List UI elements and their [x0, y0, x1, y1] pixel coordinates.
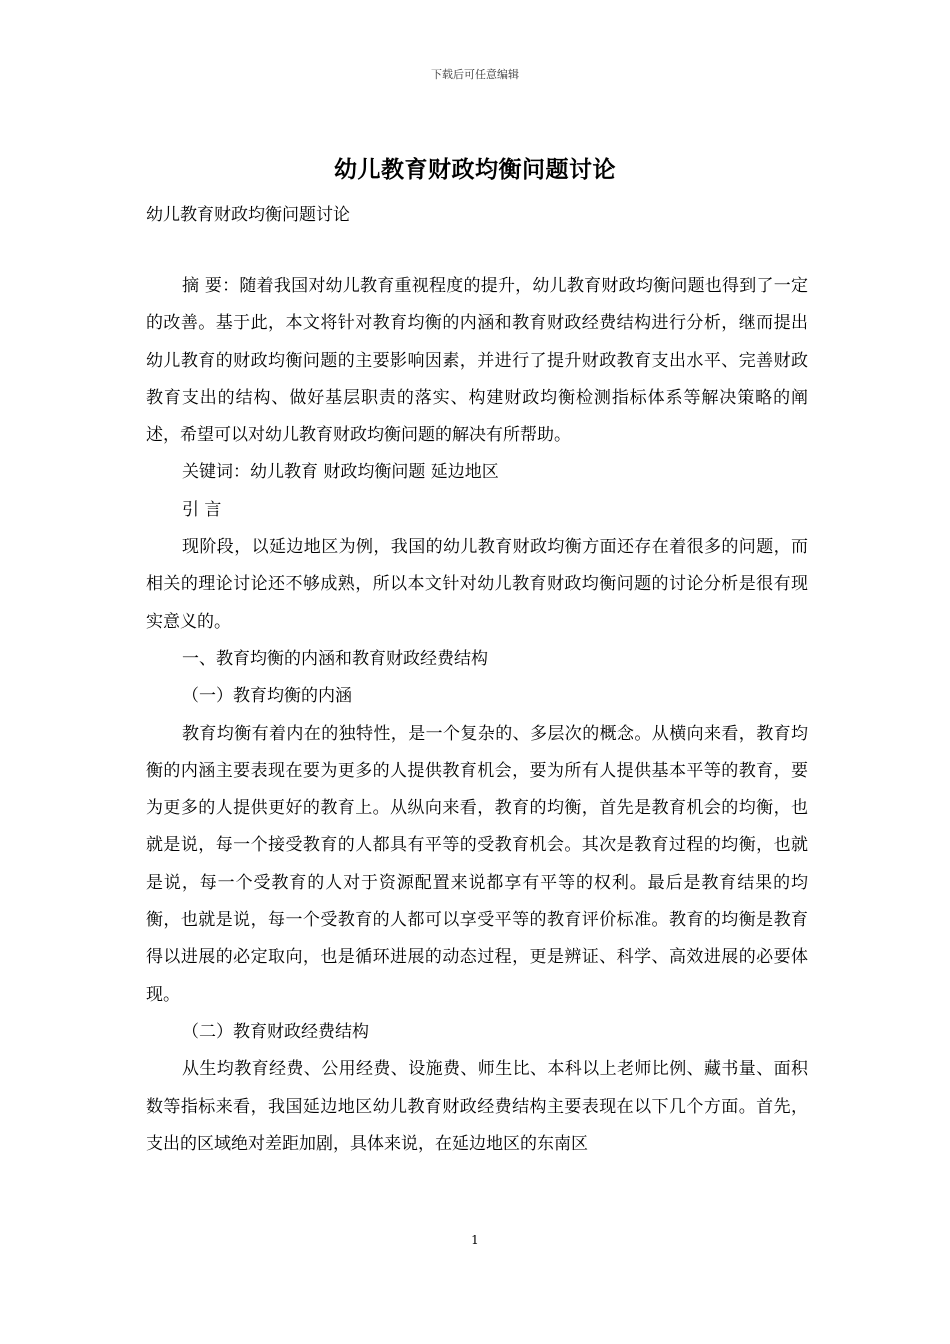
- subsection-heading-1-1: （一）教育均衡的内涵: [182, 686, 352, 707]
- page-number: 1: [471, 1233, 479, 1247]
- body-paragraph: 从生均教育经费、公用经费、设施费、师生比、本科以上老师比例、藏书量、面积数等指标来看，我国延边地区幼儿教育财政经费结构主要表现在以下几个方面。首先，支出的区域绝对差距加剧，具体来说，在延边地区的东南区: [146, 1059, 808, 1154]
- document-title: 幼儿教育财政均衡问题讨论: [334, 156, 616, 183]
- section-heading-1: 一、教育均衡的内涵和教育财政经费结构: [182, 648, 488, 669]
- document-body: [146, 268, 808, 1163]
- introduction-heading: 引 言: [182, 499, 222, 520]
- page-header: 下载后可任意编辑: [431, 68, 519, 81]
- document-subtitle: 幼儿教育财政均衡问题讨论: [146, 205, 350, 225]
- introduction-paragraph: 现阶段，以延边地区为例，我国的幼儿教育财政均衡方面还存在着很多的问题，而相关的理论讨论还不够成熟，所以本文针对幼儿教育财政均衡问题的讨论分析是很有现实意义的。: [146, 537, 808, 632]
- keywords-paragraph: 关键词：幼儿教育 财政均衡问题 延边地区: [182, 462, 499, 483]
- body-paragraph: 教育均衡有着内在的独特性，是一个复杂的、多层次的概念。从横向来看，教育均衡的内涵主要表现在要为更多的人提供教育机会，要为所有人提供基本平等的教育，要为更多的人提供更好的教育上。从纵向来看，教育的均衡，首先是教育机会的均衡，也就是说，每一个接受教育的人都具有平等的受教育机会。其次是教育过程的均衡，也就是说，每一个受教育的人对于资源配置来说都享有平等的权利。最后是教育结果的均衡，也就是说，每一个受教育的人都可以享受平等的教育评价标准。教育的均衡是教育得以进展的必定取向，也是循环进展的动态过程，更是辨证、科学、高效进展的必要体现。: [146, 723, 808, 1005]
- abstract-paragraph: 摘 要：随着我国对幼儿教育重视程度的提升，幼儿教育财政均衡问题也得到了一定的改善。基于此，本文将针对教育均衡的内涵和教育财政经费结构进行分析，继而提出幼儿教育的财政均衡问题的主要影响因素，并进行了提升财政教育支出水平、完善财政教育支出的结构、做好基层职责的落实、构建财政均衡检测指标体系等解决策略的阐述，希望可以对幼儿教育财政均衡问题的解决有所帮助。: [146, 276, 808, 446]
- subsection-heading-1-2: （二）教育财政经费结构: [182, 1021, 369, 1042]
